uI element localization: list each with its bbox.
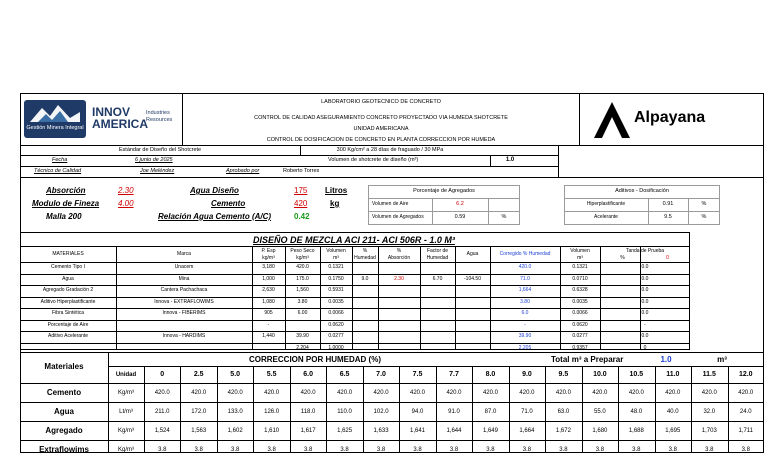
info-hline-2 bbox=[20, 166, 558, 167]
mix-header-tanda-0: 0 bbox=[666, 255, 669, 261]
mix-total-tanda: 0 bbox=[643, 344, 647, 351]
corr-cell: 3.8 bbox=[158, 447, 167, 453]
corr-cell: 48.0 bbox=[630, 409, 643, 415]
alpayana-logo bbox=[592, 100, 732, 140]
corr-cell: 420.0 bbox=[665, 390, 681, 396]
aire-value: 6.2 bbox=[456, 201, 464, 207]
mix-header-agua: Agua bbox=[466, 251, 479, 257]
mix-cell-marca: Mina bbox=[178, 275, 190, 282]
correccion-materiales-label: Materiales bbox=[44, 362, 84, 371]
header-line-1: LABORATORIO GEOTECNICO DE CONCRETO bbox=[321, 99, 441, 105]
mix-header-tanda: Tanda de Prueba bbox=[625, 248, 665, 254]
innova-logo-text: INNOV AMERICA bbox=[92, 105, 148, 131]
mix-cell-marca: Innova - FIBERIMS bbox=[162, 310, 206, 316]
mix-header-fact_2: Humedad bbox=[426, 255, 449, 261]
mix-cell-vol: 0.5931 bbox=[328, 287, 344, 293]
agregados-vline-2 bbox=[488, 198, 489, 225]
correccion-title: CORRECCION POR HUMEDAD (%) bbox=[249, 355, 381, 364]
fecha-value: 6 junio de 2025 bbox=[135, 157, 173, 163]
mix-cell-mat: Aditivo Hiperplastificante bbox=[40, 298, 96, 305]
corr-cell: 3.8 bbox=[194, 447, 203, 453]
mix-header-vol: Volumen bbox=[326, 248, 346, 254]
modulo-label: Modulo de Fineza bbox=[32, 199, 100, 208]
mix-cell-tanda: 0.0 bbox=[641, 287, 649, 293]
mix-cell-pesp: 1,440 bbox=[262, 333, 275, 339]
aditivos-hline-1 bbox=[564, 198, 720, 199]
correccion-unidad-label: Unidad bbox=[115, 372, 137, 378]
mix-header-vol_u: m³ bbox=[333, 255, 339, 261]
mix-cell-corr: 3.80 bbox=[520, 298, 530, 305]
agua-diseno-unit: Litros bbox=[325, 186, 348, 195]
acel-value: 9.5 bbox=[664, 214, 672, 220]
mix-total-pseco: 2,204 bbox=[296, 344, 309, 351]
mix-cell-pesp: 2,630 bbox=[262, 287, 275, 293]
corr-humidity-header: 7.0 bbox=[376, 371, 386, 378]
corr-cell: 3.8 bbox=[376, 447, 386, 453]
corr-cell: 420.0 bbox=[191, 390, 207, 396]
malla-label: Malla 200 bbox=[46, 212, 82, 221]
corr-cell: 420.0 bbox=[373, 390, 389, 396]
corr-cell: 1,524 bbox=[154, 428, 170, 434]
mix-row-line bbox=[20, 297, 690, 298]
correccion-total-label: Total m³ a Preparar bbox=[551, 355, 624, 364]
mix-header-tanda-pct: % bbox=[620, 255, 625, 261]
mix-cell-mat: Porcentaje de Aire bbox=[47, 321, 89, 328]
mix-header-fact: Factor de bbox=[426, 248, 449, 254]
mix-cell-vol2: 0.0620 bbox=[572, 321, 588, 328]
mix-cell-marca: Innova - HARDIMS bbox=[162, 333, 206, 339]
cemento-unit: kg bbox=[330, 199, 340, 208]
mix-row-line bbox=[20, 320, 690, 321]
corr-humidity-header: 9.0 bbox=[522, 371, 532, 378]
innova-logo bbox=[92, 104, 178, 136]
mix-cell-fact: 6.70 bbox=[432, 275, 443, 282]
volumen-value: 1.0 bbox=[505, 157, 515, 163]
mix-header-hum: % bbox=[362, 248, 368, 254]
corr-cell: 3.8 bbox=[340, 447, 349, 453]
info-hline-3 bbox=[20, 177, 764, 178]
mix-cell-vol2: 0.0710 bbox=[572, 275, 588, 282]
aprobado-value: Roberto Torres bbox=[283, 168, 320, 174]
header-divider bbox=[20, 145, 764, 146]
mix-cell-vol2: 0.0277 bbox=[572, 333, 588, 339]
hiper-label: Hiperplastificante bbox=[586, 201, 626, 207]
corr-cell: 3.8 bbox=[231, 447, 240, 453]
info-vline-2 bbox=[558, 145, 559, 177]
corr-cell: 1,610 bbox=[264, 428, 280, 434]
corr-cell: 3.8 bbox=[705, 447, 714, 453]
cemento-value: 420 bbox=[294, 199, 308, 208]
mix-cell-pseco: 39.90 bbox=[296, 333, 309, 339]
mix-cell-pseco: 175.0 bbox=[296, 275, 309, 282]
corr-row-material: Extraflowims bbox=[39, 445, 89, 454]
corr-cell: 3.8 bbox=[303, 447, 313, 453]
corr-cell: 420.0 bbox=[482, 390, 498, 396]
mix-cell-pseco: 420.0 bbox=[296, 264, 309, 270]
corr-humidity-header: 5.5 bbox=[266, 371, 277, 378]
tecnico-label: Técnico de Calidad bbox=[34, 168, 82, 174]
corr-cell: 126.0 bbox=[264, 409, 280, 415]
mix-cell-vol2: 0.0066 bbox=[572, 310, 588, 316]
relacion-label: Relación Agua Cemento (A/C) bbox=[158, 212, 272, 221]
corr-hline-row bbox=[20, 402, 764, 403]
mix-cell-vol: 0.0620 bbox=[328, 321, 344, 328]
corr-cell: 133.0 bbox=[227, 409, 243, 415]
mix-header-vol2: Volumen bbox=[570, 248, 590, 254]
corr-cell: 1,664 bbox=[519, 428, 535, 434]
mix-cell-mat: Aditivo Acelerante bbox=[47, 333, 89, 339]
corr-cell: 420.0 bbox=[628, 390, 644, 396]
corr-humidity-header: 5.0 bbox=[230, 371, 241, 378]
relacion-value: 0.42 bbox=[294, 212, 310, 221]
standard-label: Estándar de Diseño del Shotcrete bbox=[118, 147, 202, 153]
mix-row-line bbox=[20, 285, 690, 286]
corr-cell: 420.0 bbox=[227, 390, 243, 396]
corr-row-material: Agua bbox=[54, 407, 74, 416]
corr-humidity-header: 12.0 bbox=[738, 371, 753, 378]
mix-row-line bbox=[20, 308, 690, 309]
mix-cell-abs: 2.30 bbox=[394, 275, 404, 282]
corr-cell: 420.0 bbox=[300, 390, 316, 396]
corr-humidity-header: 6.5 bbox=[339, 371, 350, 378]
header-line-4: CONTROL DE DOSIFICACION DE CONCRETO EN PLANTA CORRECCION POR HUMEDA bbox=[266, 137, 496, 143]
corr-cell: 3.8 bbox=[559, 447, 568, 453]
corr-cell: 420.0 bbox=[701, 390, 717, 396]
corr-cell: 110.0 bbox=[337, 409, 352, 415]
mix-header-abs: % bbox=[396, 248, 402, 254]
mix-header-pesp_u: kg/m³ bbox=[262, 255, 275, 261]
mix-row-line bbox=[20, 331, 690, 332]
corr-cell: 1,625 bbox=[337, 428, 353, 434]
mix-hline-top bbox=[20, 246, 690, 247]
corr-cell: 3.8 bbox=[449, 447, 459, 453]
mix-cell-vol: 0.0066 bbox=[328, 310, 344, 316]
correccion-total-unit: m³ bbox=[717, 355, 727, 364]
mix-cell-vol: 0.0035 bbox=[328, 298, 344, 305]
corr-hline-hdr bbox=[20, 383, 764, 384]
corr-cell: 71.0 bbox=[521, 409, 533, 415]
mix-cell-tanda: 0.0 bbox=[641, 264, 649, 270]
mix-cell-corr: - bbox=[524, 321, 526, 328]
aditivos-title: Aditivos - Dosificación bbox=[615, 188, 669, 194]
mix-header-abs_2: Absorción bbox=[387, 255, 411, 261]
mix-cell-vol: 0.1321 bbox=[328, 264, 344, 270]
corr-cell: 1,649 bbox=[482, 428, 498, 434]
mix-cell-tanda: - bbox=[644, 321, 646, 328]
corr-cell: 118.0 bbox=[300, 409, 316, 415]
corr-cell: 1,641 bbox=[410, 428, 426, 434]
corr-row-unit: Kg/m³ bbox=[117, 390, 134, 396]
corr-cell: 40.0 bbox=[666, 409, 679, 415]
corr-row-material: Agregado bbox=[45, 426, 83, 435]
corr-cell: 24.0 bbox=[739, 409, 752, 415]
corr-cell: 420.0 bbox=[337, 390, 353, 396]
correccion-total-value: 1.0 bbox=[660, 355, 672, 364]
header-line-2: CONTROL DE CALIDAD ASEGURAMIENTO CONCRETO PROYECTADO VIA HUMEDA SHOTCRETE bbox=[254, 115, 508, 121]
corr-cell: 1,602 bbox=[227, 428, 243, 434]
mix-cell-tanda: 0.0 bbox=[641, 298, 649, 305]
mix-row-line bbox=[20, 274, 690, 275]
corr-vline-mat bbox=[108, 352, 109, 452]
mix-cell-mat: Fibra Sintética bbox=[52, 310, 84, 316]
mix-cell-marca: Cantera Pachachaca bbox=[160, 287, 208, 293]
mix-cell-pseco: 6.00 bbox=[297, 310, 308, 316]
corr-cell: 3.8 bbox=[632, 447, 641, 453]
absorcion-value: 2.30 bbox=[118, 186, 134, 195]
mix-cell-marca: Innova - EXTRAFLOWIMS bbox=[154, 298, 214, 305]
mix-header-pseco: Peso Seco bbox=[290, 248, 315, 254]
corr-humidity-header: 11.0 bbox=[666, 371, 680, 378]
mix-header-vol2_u: m³ bbox=[577, 255, 583, 261]
agregados-hline-1 bbox=[368, 198, 520, 199]
mix-cell-pesp: 1,080 bbox=[262, 298, 275, 305]
corr-cell: 1,711 bbox=[738, 428, 754, 434]
gmi-logo-text: Gestión Minera Integral bbox=[26, 125, 84, 131]
corr-cell: 1,617 bbox=[300, 428, 316, 434]
mix-cell-corr: 1,664 bbox=[518, 287, 532, 293]
corr-cell: 87.0 bbox=[484, 409, 497, 415]
agregados-vol-label: Volumen de Agregados bbox=[372, 214, 424, 220]
fecha-label: Fecha bbox=[52, 157, 68, 163]
corr-cell: 1,703 bbox=[701, 428, 717, 434]
corr-cell: 420.0 bbox=[410, 390, 426, 396]
corr-cell: 420.0 bbox=[446, 390, 462, 396]
mix-header-pseco_u: kg/m³ bbox=[296, 255, 309, 261]
corr-cell: 94.0 bbox=[411, 409, 424, 415]
mix-cell-hum: 9.0 bbox=[361, 275, 369, 282]
corr-cell: 420.0 bbox=[154, 390, 170, 396]
acel-unit: % bbox=[701, 214, 707, 220]
corr-cell: 420.0 bbox=[555, 390, 571, 396]
corr-cell: 211.0 bbox=[154, 409, 170, 415]
corr-row-unit: Lt/m³ bbox=[119, 409, 133, 415]
corr-humidity-header: 8.0 bbox=[485, 371, 496, 378]
aire-label: Volumen de Aire bbox=[372, 201, 409, 207]
agregados-hline-2 bbox=[368, 211, 520, 212]
mix-total-corr: 2,205 bbox=[518, 344, 532, 351]
corr-row-unit: Kg/m³ bbox=[117, 447, 134, 453]
innova-logo-sub: Industries Resources bbox=[146, 110, 173, 123]
mix-row-line bbox=[20, 343, 690, 344]
corr-row-unit: Kg/m³ bbox=[117, 428, 134, 434]
mix-cell-vol2: 0.1321 bbox=[572, 264, 588, 270]
corr-cell: 420.0 bbox=[519, 390, 535, 396]
corr-cell: 32.0 bbox=[703, 409, 716, 415]
mix-cell-corr: 39.90 bbox=[518, 333, 532, 339]
gmi-logo-graphic bbox=[24, 100, 86, 138]
mix-cell-tanda: 0.0 bbox=[641, 310, 649, 316]
hiper-value: 0.91 bbox=[662, 201, 674, 207]
corr-humidity-header: 11.5 bbox=[702, 371, 716, 378]
gmi-logo bbox=[24, 100, 86, 138]
agua-diseno-label: Agua Diseño bbox=[190, 186, 239, 195]
corr-cell: 3.8 bbox=[668, 447, 677, 453]
corr-cell: 420.0 bbox=[738, 390, 754, 396]
mix-cell-mat: Cemento Tipo I bbox=[51, 264, 85, 270]
mix-cell-pesp: 1,000 bbox=[262, 275, 275, 282]
mix-vline bbox=[420, 246, 421, 350]
aprobado-label: Aprobado por bbox=[226, 168, 260, 174]
mix-cell-vol: 0.1750 bbox=[328, 275, 344, 282]
mix-cell-marca: Unacem bbox=[174, 264, 194, 270]
corr-cell: 172.0 bbox=[191, 409, 207, 415]
corr-humidity-header: 0 bbox=[160, 371, 165, 378]
absorcion-label: Absorción bbox=[46, 186, 86, 195]
header-vline-right bbox=[579, 93, 580, 145]
tecnico-value: Joe Meléndez bbox=[140, 168, 175, 174]
mix-cell-tanda: 0.0 bbox=[641, 275, 649, 282]
standard-value: 300 Kg/cm² a 28 días de fraguado / 30 MPa bbox=[336, 147, 444, 153]
mix-cell-corr: 71.0 bbox=[520, 275, 530, 282]
mix-cell-vol2: 0.0035 bbox=[572, 298, 588, 305]
mix-header-pesp: P. Esp bbox=[261, 248, 276, 254]
info-hline-1 bbox=[20, 155, 558, 156]
mix-cell-pesp: 905 bbox=[264, 310, 273, 316]
alpayana-logo-mark bbox=[592, 100, 632, 140]
mix-cell-pesp: - bbox=[267, 321, 270, 328]
header-line-3: UNIDAD AMERICANA bbox=[353, 126, 409, 132]
mix-cell-pesp: 3,180 bbox=[262, 264, 275, 270]
corr-cell: 55.0 bbox=[594, 409, 606, 415]
volumen-label: Volumen de shotcrete de diseño (m³) bbox=[328, 157, 419, 163]
corr-cell: 1,695 bbox=[665, 428, 681, 434]
corr-cell: 63.0 bbox=[557, 409, 570, 415]
corr-cell: 1,563 bbox=[191, 428, 207, 434]
corr-humidity-header: 6.0 bbox=[303, 371, 313, 378]
corr-humidity-header: 7.5 bbox=[412, 371, 423, 378]
corr-cell: 3.8 bbox=[522, 447, 532, 453]
mix-header-hum_2: Humedad bbox=[354, 255, 376, 261]
corr-cell: 3.8 bbox=[595, 447, 605, 453]
mix-cell-corr: 6.0 bbox=[521, 310, 529, 316]
mix-vline bbox=[455, 246, 456, 350]
mix-header-marca: Marca bbox=[177, 251, 191, 257]
corr-cell: 3.8 bbox=[413, 447, 422, 453]
mix-header-materiales: MATERIALES bbox=[52, 251, 84, 257]
mix-header-corr: Corregido % Humedad bbox=[499, 251, 551, 257]
mix-cell-mat: Agregado Gradación 2 bbox=[42, 287, 94, 293]
alpayana-logo-text: Alpayana bbox=[634, 109, 706, 126]
corr-cell: 3.8 bbox=[486, 447, 495, 453]
mix-total-vol2: 0.9357 bbox=[572, 344, 588, 351]
mix-cell-agua: -104.50 bbox=[464, 275, 481, 282]
corr-humidity-header: 7.7 bbox=[449, 371, 459, 378]
mix-total-vol: 1.0000 bbox=[328, 344, 344, 351]
cemento-label: Cemento bbox=[211, 199, 246, 208]
mix-cell-corr: 420.0 bbox=[518, 264, 532, 270]
corr-humidity-header: 9.5 bbox=[558, 371, 569, 378]
corr-cell: 91.0 bbox=[448, 409, 460, 415]
agregados-title: Porcentaje de Agregados bbox=[413, 188, 475, 194]
mix-cell-pseco: 3.80 bbox=[297, 298, 308, 305]
corr-humidity-header: 2.5 bbox=[193, 371, 204, 378]
corr-humidity-header: 10.5 bbox=[629, 371, 644, 378]
agregados-vol-value: 0.59 bbox=[454, 214, 466, 220]
mix-title: DISEÑO DE MEZCLA ACI 211- ACI 506R - 1.0 M³ bbox=[253, 235, 455, 245]
mix-hline-hdr bbox=[20, 262, 690, 263]
corr-hline-row bbox=[20, 421, 764, 422]
mix-cell-vol: 0.0277 bbox=[328, 333, 344, 339]
mix-cell-vol2: 0.6328 bbox=[572, 287, 588, 293]
corr-humidity-header: 10.0 bbox=[593, 371, 607, 378]
corr-cell: 1,644 bbox=[446, 428, 462, 434]
corr-cell: 3.8 bbox=[741, 447, 750, 453]
agua-diseno-value: 175 bbox=[294, 186, 308, 195]
aditivos-hline-2 bbox=[564, 211, 720, 212]
corr-cell: 1,680 bbox=[592, 428, 608, 434]
mix-vline bbox=[378, 246, 379, 350]
corr-cell: 420.0 bbox=[592, 390, 608, 396]
mix-cell-mat: Agua bbox=[62, 275, 74, 282]
corr-cell: 1,633 bbox=[373, 428, 389, 434]
corr-cell: 420.0 bbox=[264, 390, 280, 396]
hiper-unit: % bbox=[701, 201, 707, 207]
acel-label: Acelerante bbox=[594, 214, 618, 220]
modulo-value: 4.00 bbox=[118, 199, 134, 208]
mix-cell-pseco: 1,560 bbox=[296, 287, 309, 293]
corr-cell: 1,672 bbox=[555, 428, 571, 434]
corr-row-material: Cemento bbox=[46, 388, 82, 397]
corr-cell: 3.8 bbox=[267, 447, 276, 453]
corr-cell: 1,688 bbox=[628, 428, 644, 434]
mix-vline bbox=[352, 246, 353, 350]
agregados-vol-unit: % bbox=[501, 214, 507, 220]
corr-cell: 102.0 bbox=[373, 409, 389, 415]
mix-cell-tanda: 0.0 bbox=[641, 333, 649, 339]
